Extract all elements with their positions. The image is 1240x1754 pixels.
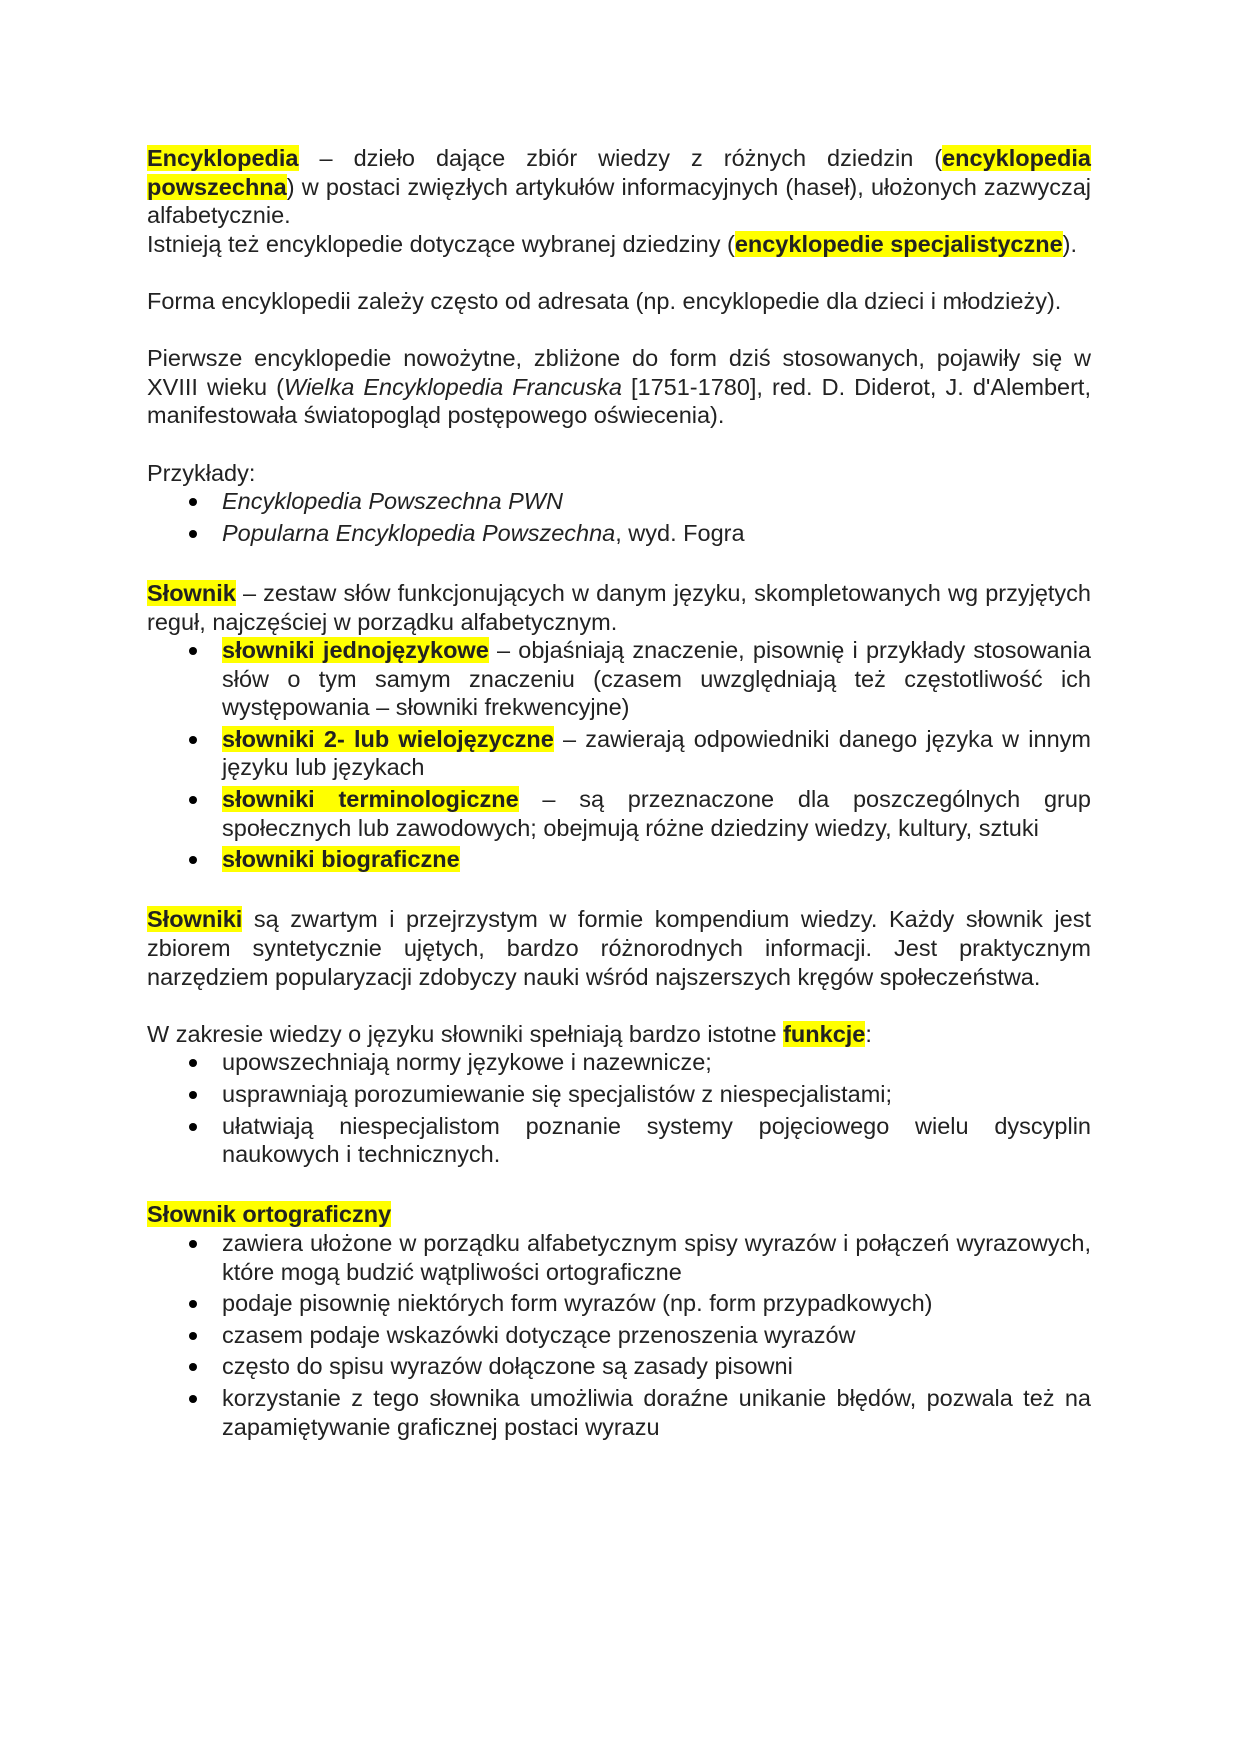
functions-list (147, 1048, 1091, 1168)
bullet-icon (189, 856, 197, 864)
examples-label: Przykłady: (147, 459, 256, 486)
bullet-icon (189, 1395, 197, 1403)
dictionary-types-list (147, 636, 1091, 874)
list-item: upowszechniają normy językowe i nazewnicze; (147, 1048, 1091, 1077)
bullet-icon (189, 796, 197, 804)
encyclopedia-history: Pierwsze encyklopedie nowożytne, zbliżone do form dziś stosowanych, pojawiły się w XVIII wieku (Wielka Encyklopedia Francuska [1751-1780], red. D. Diderot, J. d'Alembert, manifestowała światopogląd postępowego oświecenia). (147, 345, 1091, 429)
bullet-icon (189, 1300, 197, 1308)
term-encyklopedia: Encyklopedia (147, 145, 299, 171)
bullet-icon (189, 1240, 197, 1248)
list-item: czasem podaje wskazówki dotyczące przenoszenia wyrazów (147, 1321, 1091, 1350)
term-encyklopedie-specjalistyczne: encyklopedie specjalistyczne (734, 230, 1063, 257)
bullet-icon (189, 736, 197, 744)
bullet-icon (189, 1091, 197, 1099)
bullet-icon (189, 647, 197, 655)
list-item: zawiera ułożone w porządku alfabetycznym spisy wyrazów i połączeń wyrazowych, które mogą budzić wątpliwości ortograficzne (147, 1229, 1091, 1286)
term-slownik: Słownik (147, 579, 236, 606)
functions-intro: W zakresie wiedzy o języku słowniki spełniają bardzo istotne funkcje: (147, 1020, 872, 1047)
bullet-icon (189, 1332, 197, 1340)
dictionaries-description: Słowniki są zwartym i przejrzystym w formie kompendium wiedzy. Każdy słownik jest zbiorem syntetycznie ujętych, bardzo różnorodnych informacji. Jest praktycznym narzędziem popularyzacji zdobyczy nauki wśród najszerszych kręgów społeczeństwa. (147, 906, 1091, 990)
specialist-encyclopedia: Istnieją też encyklopedie dotyczące wybranej dziedziny (encyklopedie specjalistyczne). (147, 230, 1078, 257)
list-item: słowniki terminologiczne – są przeznaczone dla poszczególnych grup społecznych lub zawodowych; obejmują różne dziedziny wiedzy, kultury, sztuki (147, 785, 1091, 842)
list-item: Popularna Encyklopedia Powszechna, wyd. Fogra (147, 519, 1091, 548)
encyclopedia-form: Forma encyklopedii zależy często od adresata (np. encyklopedie dla dzieci i młodzieży). (147, 287, 1062, 314)
term-encyklopedia-powszechna: encyklopedia powszechna (147, 145, 1091, 200)
list-item: słowniki 2- lub wielojęzyczne – zawierają odpowiedniki danego języka w innym języku lub językach (147, 725, 1091, 782)
list-item: często do spisu wyrazów dołączone są zasady pisowni (147, 1352, 1091, 1381)
list-item: usprawniają porozumiewanie się specjalistów z niespecjalistami; (147, 1080, 1091, 1109)
term-funkcje: funkcje (783, 1020, 866, 1047)
bullet-icon (189, 1123, 197, 1131)
list-item: Encyklopedia Powszechna PWN (147, 487, 1091, 516)
list-item: podaje pisownię niektórych form wyrazów (np. form przypadkowych) (147, 1289, 1091, 1318)
list-item: ułatwiają niespecjalistom poznanie systemy pojęciowego wielu dyscyplin naukowych i technicznych. (147, 1112, 1091, 1169)
dictionary-definition: Słownik – zestaw słów funkcjonujących w danym języku, skompletowanych wg przyjętych reguł, najczęściej w porządku alfabetycznym. (147, 579, 1091, 635)
history-title: Wielka Encyklopedia Francuska (283, 373, 622, 400)
orthographic-list (147, 1229, 1091, 1441)
bullet-icon (189, 530, 197, 538)
bullet-icon (189, 498, 197, 506)
term-slowniki: Słowniki (147, 906, 243, 933)
list-item: korzystanie z tego słownika umożliwia doraźne unikanie błędów, pozwala też na zapamiętywanie graficznej postaci wyrazu (147, 1384, 1091, 1441)
bullet-icon (189, 1363, 197, 1371)
document-page (147, 144, 1091, 1444)
bullet-icon (189, 1059, 197, 1067)
encyclopedia-definition: Encyklopedia – dzieło dające zbiór wiedzy z różnych dziedzin (encyklopedia powszechna) w postaci zwięzłych artykułów informacyjnych (haseł), ułożonych zazwyczaj alfabetycznie. (147, 145, 1091, 229)
list-item: słowniki jednojęzykowe – objaśniają znaczenie, pisownię i przykłady stosowania słów o tym samym znaczeniu (czasem uwzględniają też częstotliwość ich występowania – słowniki frekwencyjne) (147, 636, 1091, 722)
examples-list (147, 487, 1091, 547)
list-item: słowniki biograficzne (147, 845, 1091, 874)
orthographic-heading: Słownik ortograficzny (147, 1201, 392, 1228)
